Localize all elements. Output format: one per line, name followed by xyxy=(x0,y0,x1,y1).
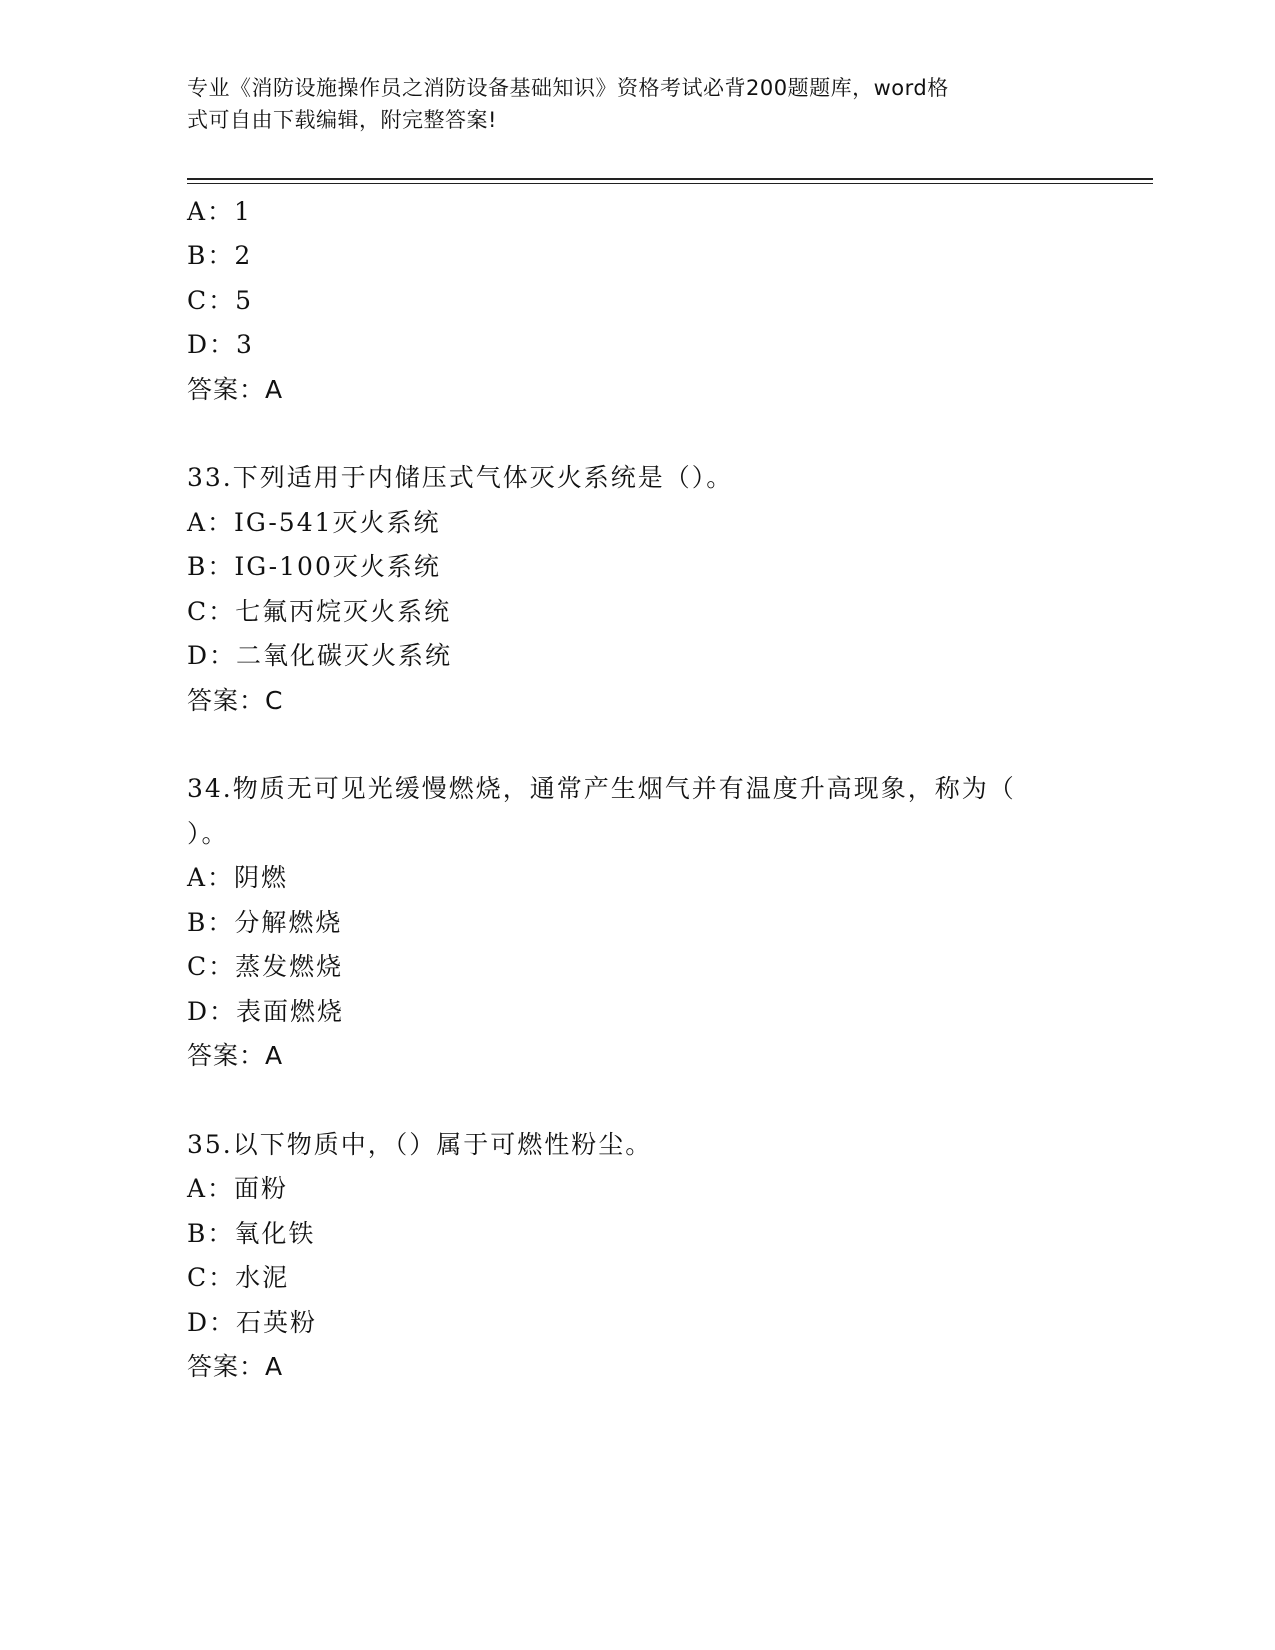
q32-option-a: A：1 xyxy=(187,197,252,226)
q33-option-d: D：二氧化碳灭火系统 xyxy=(187,641,453,670)
q34-stem-line-2: ）。 xyxy=(187,819,229,848)
q35-option-c: C：水泥 xyxy=(187,1263,290,1292)
q34-answer: 答案：A xyxy=(187,1041,284,1070)
q35-option-d: D：石英粉 xyxy=(187,1308,318,1337)
q35-stem: 35.以下物质中，（）属于可燃性粉尘。 xyxy=(187,1130,653,1159)
q33-answer: 答案：C xyxy=(187,686,284,715)
q32-option-b: B：2 xyxy=(187,241,253,270)
q34-option-d: D：表面燃烧 xyxy=(187,997,345,1026)
q33-option-c: C：七氟丙烷灭火系统 xyxy=(187,597,452,626)
q34-stem-line-1: 34.物质无可见光缓慢燃烧，通常产生烟气并有温度升高现象，称为（ xyxy=(187,774,1016,803)
q35-option-a: A：面粉 xyxy=(187,1174,289,1203)
q35-option-b: B：氧化铁 xyxy=(187,1219,316,1248)
q34-option-a: A：阴燃 xyxy=(187,863,289,892)
q33-option-a: A：IG-541灭火系统 xyxy=(187,508,441,537)
q32-option-d: D：3 xyxy=(187,330,254,359)
q34-option-c: C：蒸发燃烧 xyxy=(187,952,344,981)
q32-answer: 答案：A xyxy=(187,375,284,404)
header-line-1: 专业《消防设施操作员之消防设备基础知识》资格考试必背200题题库，word格 xyxy=(187,76,949,100)
q33-option-b: B：IG-100灭火系统 xyxy=(187,552,441,581)
q32-option-c: C：5 xyxy=(187,286,254,315)
q35-answer: 答案：A xyxy=(187,1352,284,1381)
header-line-2: 式可自由下载编辑，附完整答案! xyxy=(187,108,497,132)
header-divider-thin xyxy=(187,183,1153,184)
document-header xyxy=(187,72,1067,136)
q34-option-b: B：分解燃烧 xyxy=(187,908,343,937)
q33-stem: 33.下列适用于内储压式气体灭火系统是（）。 xyxy=(187,463,734,492)
header-divider xyxy=(187,178,1153,180)
